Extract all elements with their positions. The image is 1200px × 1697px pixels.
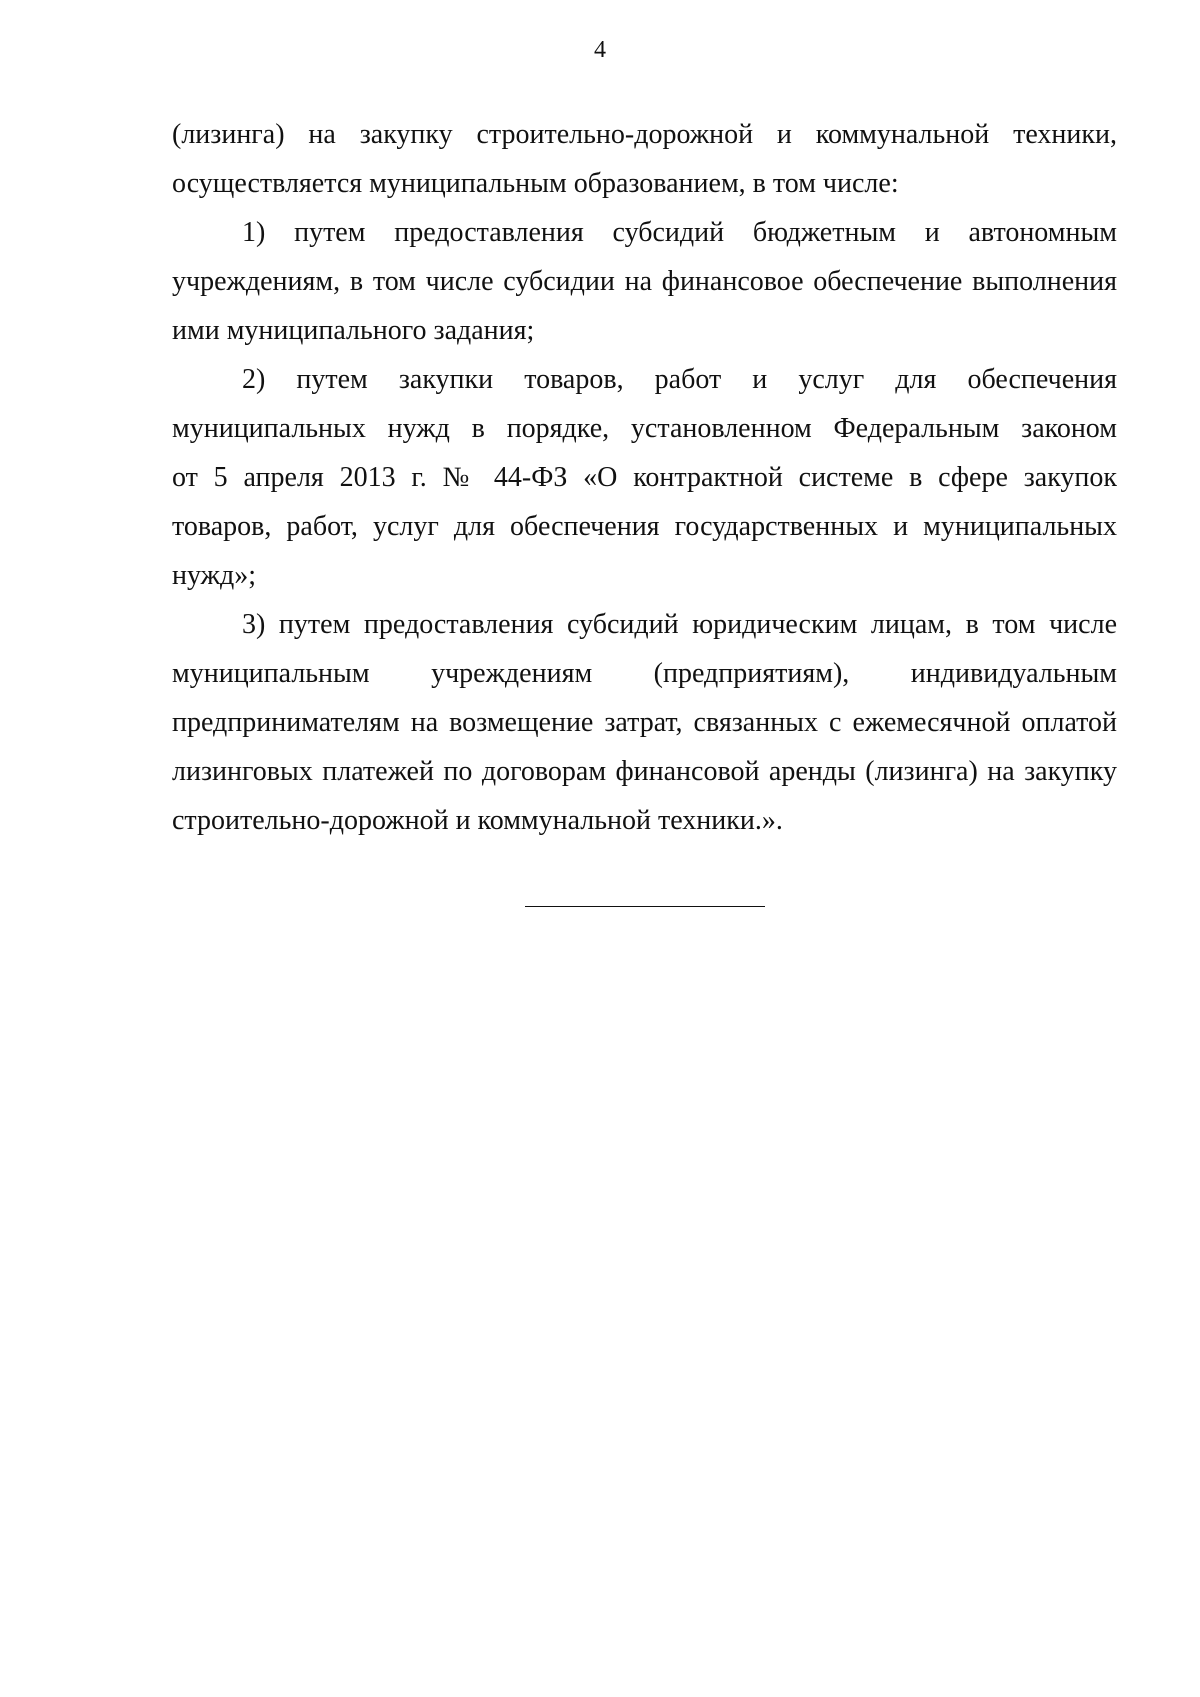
text-line: от 5 апреля 2013 г. № 44-ФЗ «О контрактной системе в сфере закупок [172, 462, 1117, 493]
text-line: лизинговых платежей по договорам финансовой аренды (лизинга) на закупку [172, 756, 1117, 787]
text-line: ими муниципального задания; [172, 315, 535, 346]
text-line: (лизинга) на закупку строительно-дорожной и коммунальной техники, [172, 119, 1117, 150]
page-number: 4 [594, 37, 606, 63]
text-line: 3) путем предоставления субсидий юридическим лицам, в том числе [242, 609, 1117, 640]
paragraph-continuation [172, 110, 1117, 208]
list-item-2 [172, 355, 1117, 600]
text-line: муниципальных нужд в порядке, установленном Федеральным законом [172, 413, 1117, 444]
text-line: товаров, работ, услуг для обеспечения государственных и муниципальных [172, 511, 1117, 542]
list-item-1 [172, 208, 1117, 355]
text-line: осуществляется муниципальным образованием, в том числе: [172, 168, 899, 199]
text-line: муниципальным учреждениям (предприятиям), индивидуальным [172, 658, 1117, 689]
text-line: предпринимателям на возмещение затрат, связанных с ежемесячной оплатой [172, 707, 1117, 738]
text-line: нужд»; [172, 560, 256, 591]
document-body [172, 110, 1117, 845]
list-item-3 [172, 600, 1117, 845]
end-separator-line [525, 906, 765, 907]
text-line: 1) путем предоставления субсидий бюджетным и автономным [242, 217, 1117, 248]
text-line: учреждениям, в том числе субсидии на финансовое обеспечение выполнения [172, 266, 1117, 297]
text-line: строительно-дорожной и коммунальной техники.». [172, 805, 783, 836]
text-line: 2) путем закупки товаров, работ и услуг для обеспечения [242, 364, 1117, 395]
